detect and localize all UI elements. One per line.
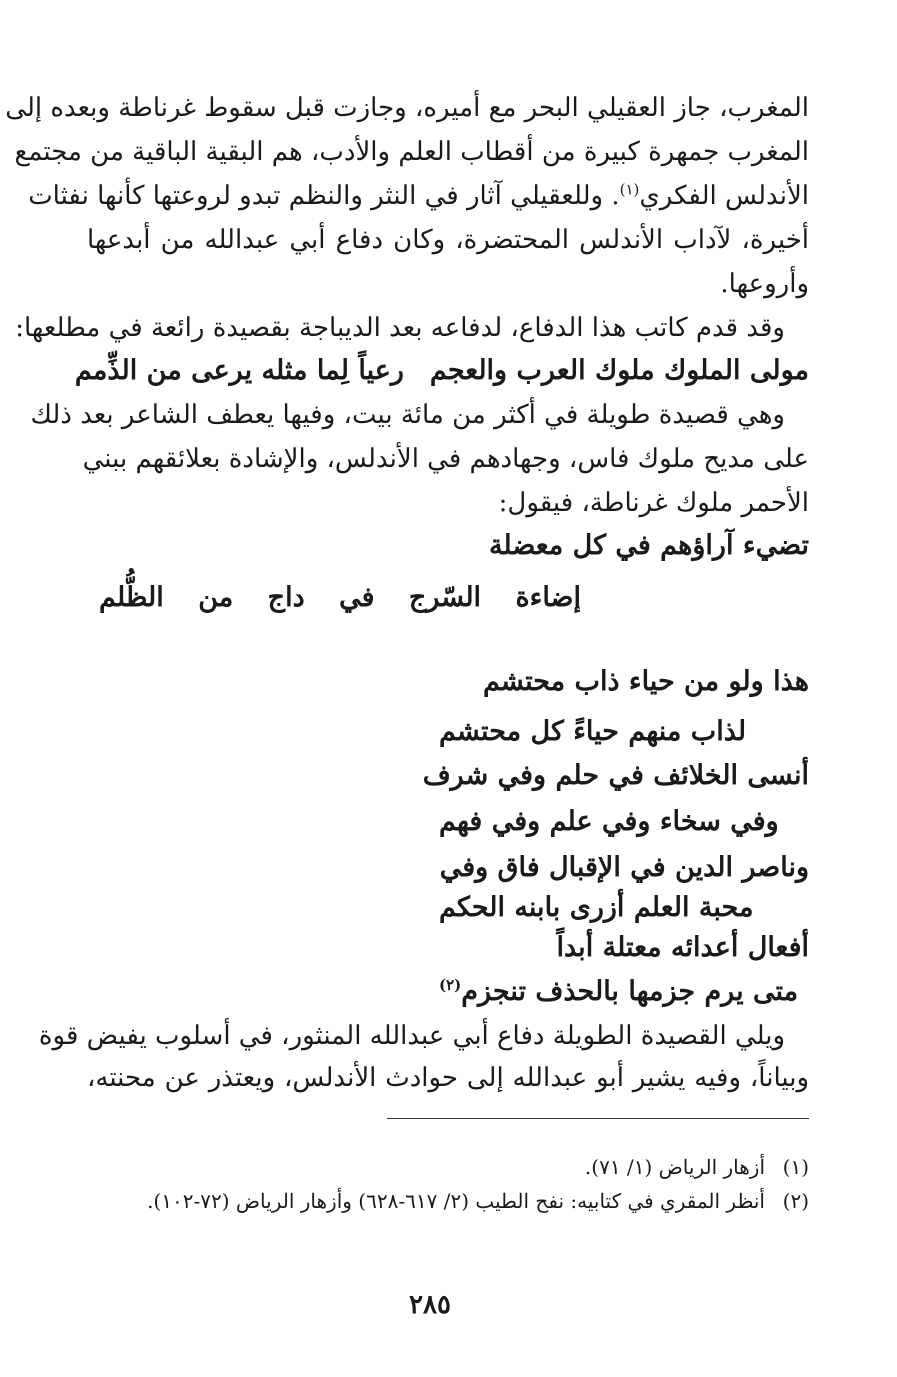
- body-line-intro: وقد قدم كاتب هذا الدفاع، لدفاعه بعد الديباجة بقصيدة رائعة في مطلعها:: [15, 313, 785, 343]
- poem-verse-second-with-note: [439, 972, 809, 1012]
- footnote: [87, 1152, 809, 1182]
- footnote: [87, 1186, 809, 1216]
- body-line: المغرب جمهرة كبيرة من أقطاب العلم والأدب، هم البقية الباقية من مجتمع: [14, 137, 809, 167]
- body-line: ويلي القصيدة الطويلة دفاع أبي عبدالله المنثور، في أسلوب يفيض قوة: [38, 1021, 785, 1051]
- footnote-reference: (٢): [439, 976, 462, 994]
- footnote-number: (٢): [782, 1189, 809, 1213]
- footnote-divider: [387, 1118, 809, 1119]
- poem-verse-second: محبة العلم أزرى بابنه الحكم: [439, 892, 754, 923]
- body-text: . وللعقيلي آثار في النثر والنظم تبدو لروعتها كأنها نفثات: [28, 181, 620, 211]
- body-line: أخيرة، لآداب الأندلس المحتضرة، وكان دفاع أبي عبدالله من أبدعها: [87, 225, 809, 255]
- footnote-text: أنظر المقري في كتابيه: نفح الطيب (٢/ ٦١٧-٦٢٨) وأزهار الرياض (٧٢-١٠٢).: [147, 1189, 765, 1213]
- body-line-with-note: [28, 176, 809, 216]
- poem-verse-first: تضيء آراؤهم في كل معضلة: [488, 530, 809, 561]
- poem-verse-first: وناصر الدين في الإقبال فاق وفي: [439, 852, 809, 883]
- poem-verse-second: إضاءة السّرج في داج من الظُّلم: [99, 582, 581, 613]
- page-number: ٢٨٥: [409, 1290, 451, 1320]
- footnote-number: (١): [782, 1155, 809, 1179]
- opening-verse: [74, 351, 809, 391]
- poem-verse-first: أفعال أعدائه معتلة أبداً: [556, 932, 809, 963]
- footnote-reference: (١): [619, 180, 640, 199]
- verse-second-hemistich: رعياً لِما مثله يرعى من الذِّمم: [74, 355, 404, 386]
- body-line-last: الأحمر ملوك غرناطة، فيقول:: [498, 488, 809, 518]
- poem-verse-second: وفي سخاء وفي علم وفي فهم: [439, 806, 779, 837]
- verse-text: متى يرم جزمها بالحذف تنجزم: [461, 976, 799, 1007]
- body-line: وهي قصيدة طويلة في أكثر من مائة بيت، وفيها يعطف الشاعر بعد ذلك: [30, 400, 785, 430]
- body-line: المغرب، جاز العقيلي البحر مع أميره، وجازت قبل سقوط غرناطة وبعده إلى: [5, 93, 809, 123]
- poem-verse-first: أنسى الخلائف في حلم وفي شرف: [422, 760, 809, 791]
- poem-verse-first: هذا ولو من حياء ذاب محتشم: [483, 666, 809, 697]
- verse-first-hemistich: مولى الملوك ملوك العرب والعجم: [429, 355, 809, 386]
- footnote-text: أزهار الرياض (١/ ٧١).: [584, 1155, 765, 1179]
- poem-verse-second: لذاب منهم حياءً كل محتشم: [439, 716, 747, 747]
- body-line: على مديح ملوك فاس، وجهادهم في الأندلس، والإشادة بعلائقهم ببني: [82, 444, 809, 474]
- body-text: الأندلس الفكري: [639, 181, 809, 211]
- body-line: وبياناً، وفيه يشير أبو عبدالله إلى حوادث الأندلس، ويعتذر عن محنته،: [87, 1063, 809, 1093]
- body-line-last: وأروعها.: [720, 269, 809, 299]
